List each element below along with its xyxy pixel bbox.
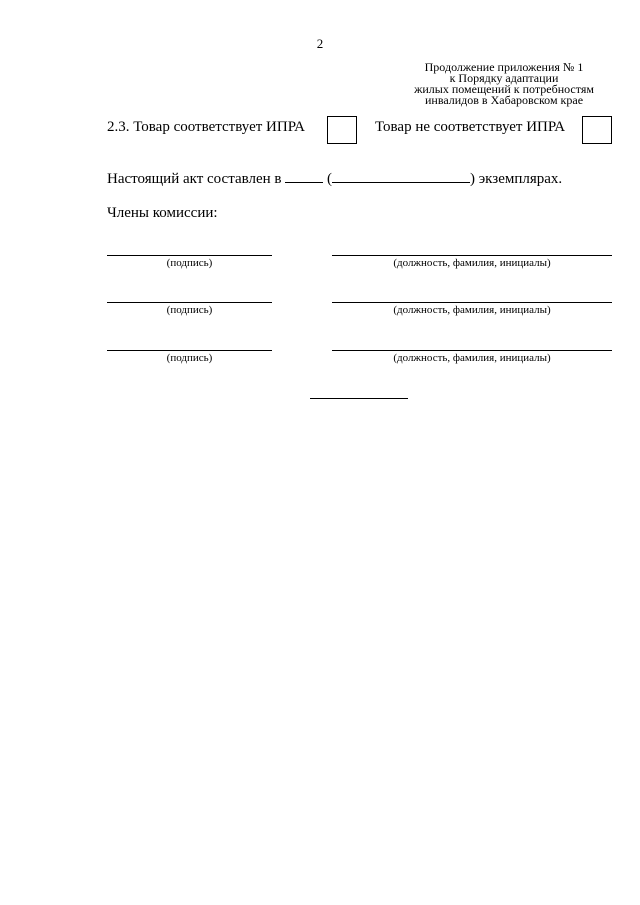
act-prefix: Настоящий акт составлен в xyxy=(107,171,282,187)
signature-caption: (подпись) xyxy=(166,352,213,364)
signature-line[interactable] xyxy=(107,255,272,256)
appendix-line-1: Продолжение приложения № 1 xyxy=(424,60,584,74)
signature-caption: (подпись) xyxy=(166,304,213,316)
appendix-line-3: жилых помещений к потребностям xyxy=(414,82,594,96)
signature-line[interactable] xyxy=(107,302,272,303)
compliance-row xyxy=(107,116,617,146)
document-end-line xyxy=(310,398,408,399)
copies-number-field[interactable] xyxy=(285,170,323,183)
position-name-caption: (должность, фамилия, инициалы) xyxy=(393,304,551,316)
appendix-header xyxy=(400,62,608,106)
position-name-line[interactable] xyxy=(332,302,612,303)
appendix-line-4: инвалидов в Хабаровском крае xyxy=(424,93,584,107)
position-name-caption: (должность, фамилия, инициалы) xyxy=(393,257,551,269)
appendix-line-2: к Порядку адаптации xyxy=(449,71,559,85)
act-suffix: ) экземплярах. xyxy=(470,171,563,187)
signature-row-3 xyxy=(0,350,640,374)
position-name-line[interactable] xyxy=(332,255,612,256)
signature-line[interactable] xyxy=(107,350,272,351)
not-complies-checkbox[interactable] xyxy=(582,116,612,144)
position-name-caption: (должность, фамилия, инициалы) xyxy=(393,352,551,364)
act-open-paren: ( xyxy=(327,171,332,187)
signature-row-2 xyxy=(0,302,640,326)
commission-title: Члены комиссии: xyxy=(107,205,218,221)
position-name-line[interactable] xyxy=(332,350,612,351)
page-number: 2 xyxy=(316,36,324,51)
copies-words-field[interactable] xyxy=(332,170,470,183)
complies-checkbox[interactable] xyxy=(327,116,357,144)
signature-row-1 xyxy=(0,255,640,279)
signature-caption: (подпись) xyxy=(166,257,213,269)
act-copies-line xyxy=(107,170,562,188)
not-complies-label: Товар не соответствует ИПРА xyxy=(375,119,566,135)
complies-label: 2.3. Товар соответствует ИПРА xyxy=(107,119,305,135)
